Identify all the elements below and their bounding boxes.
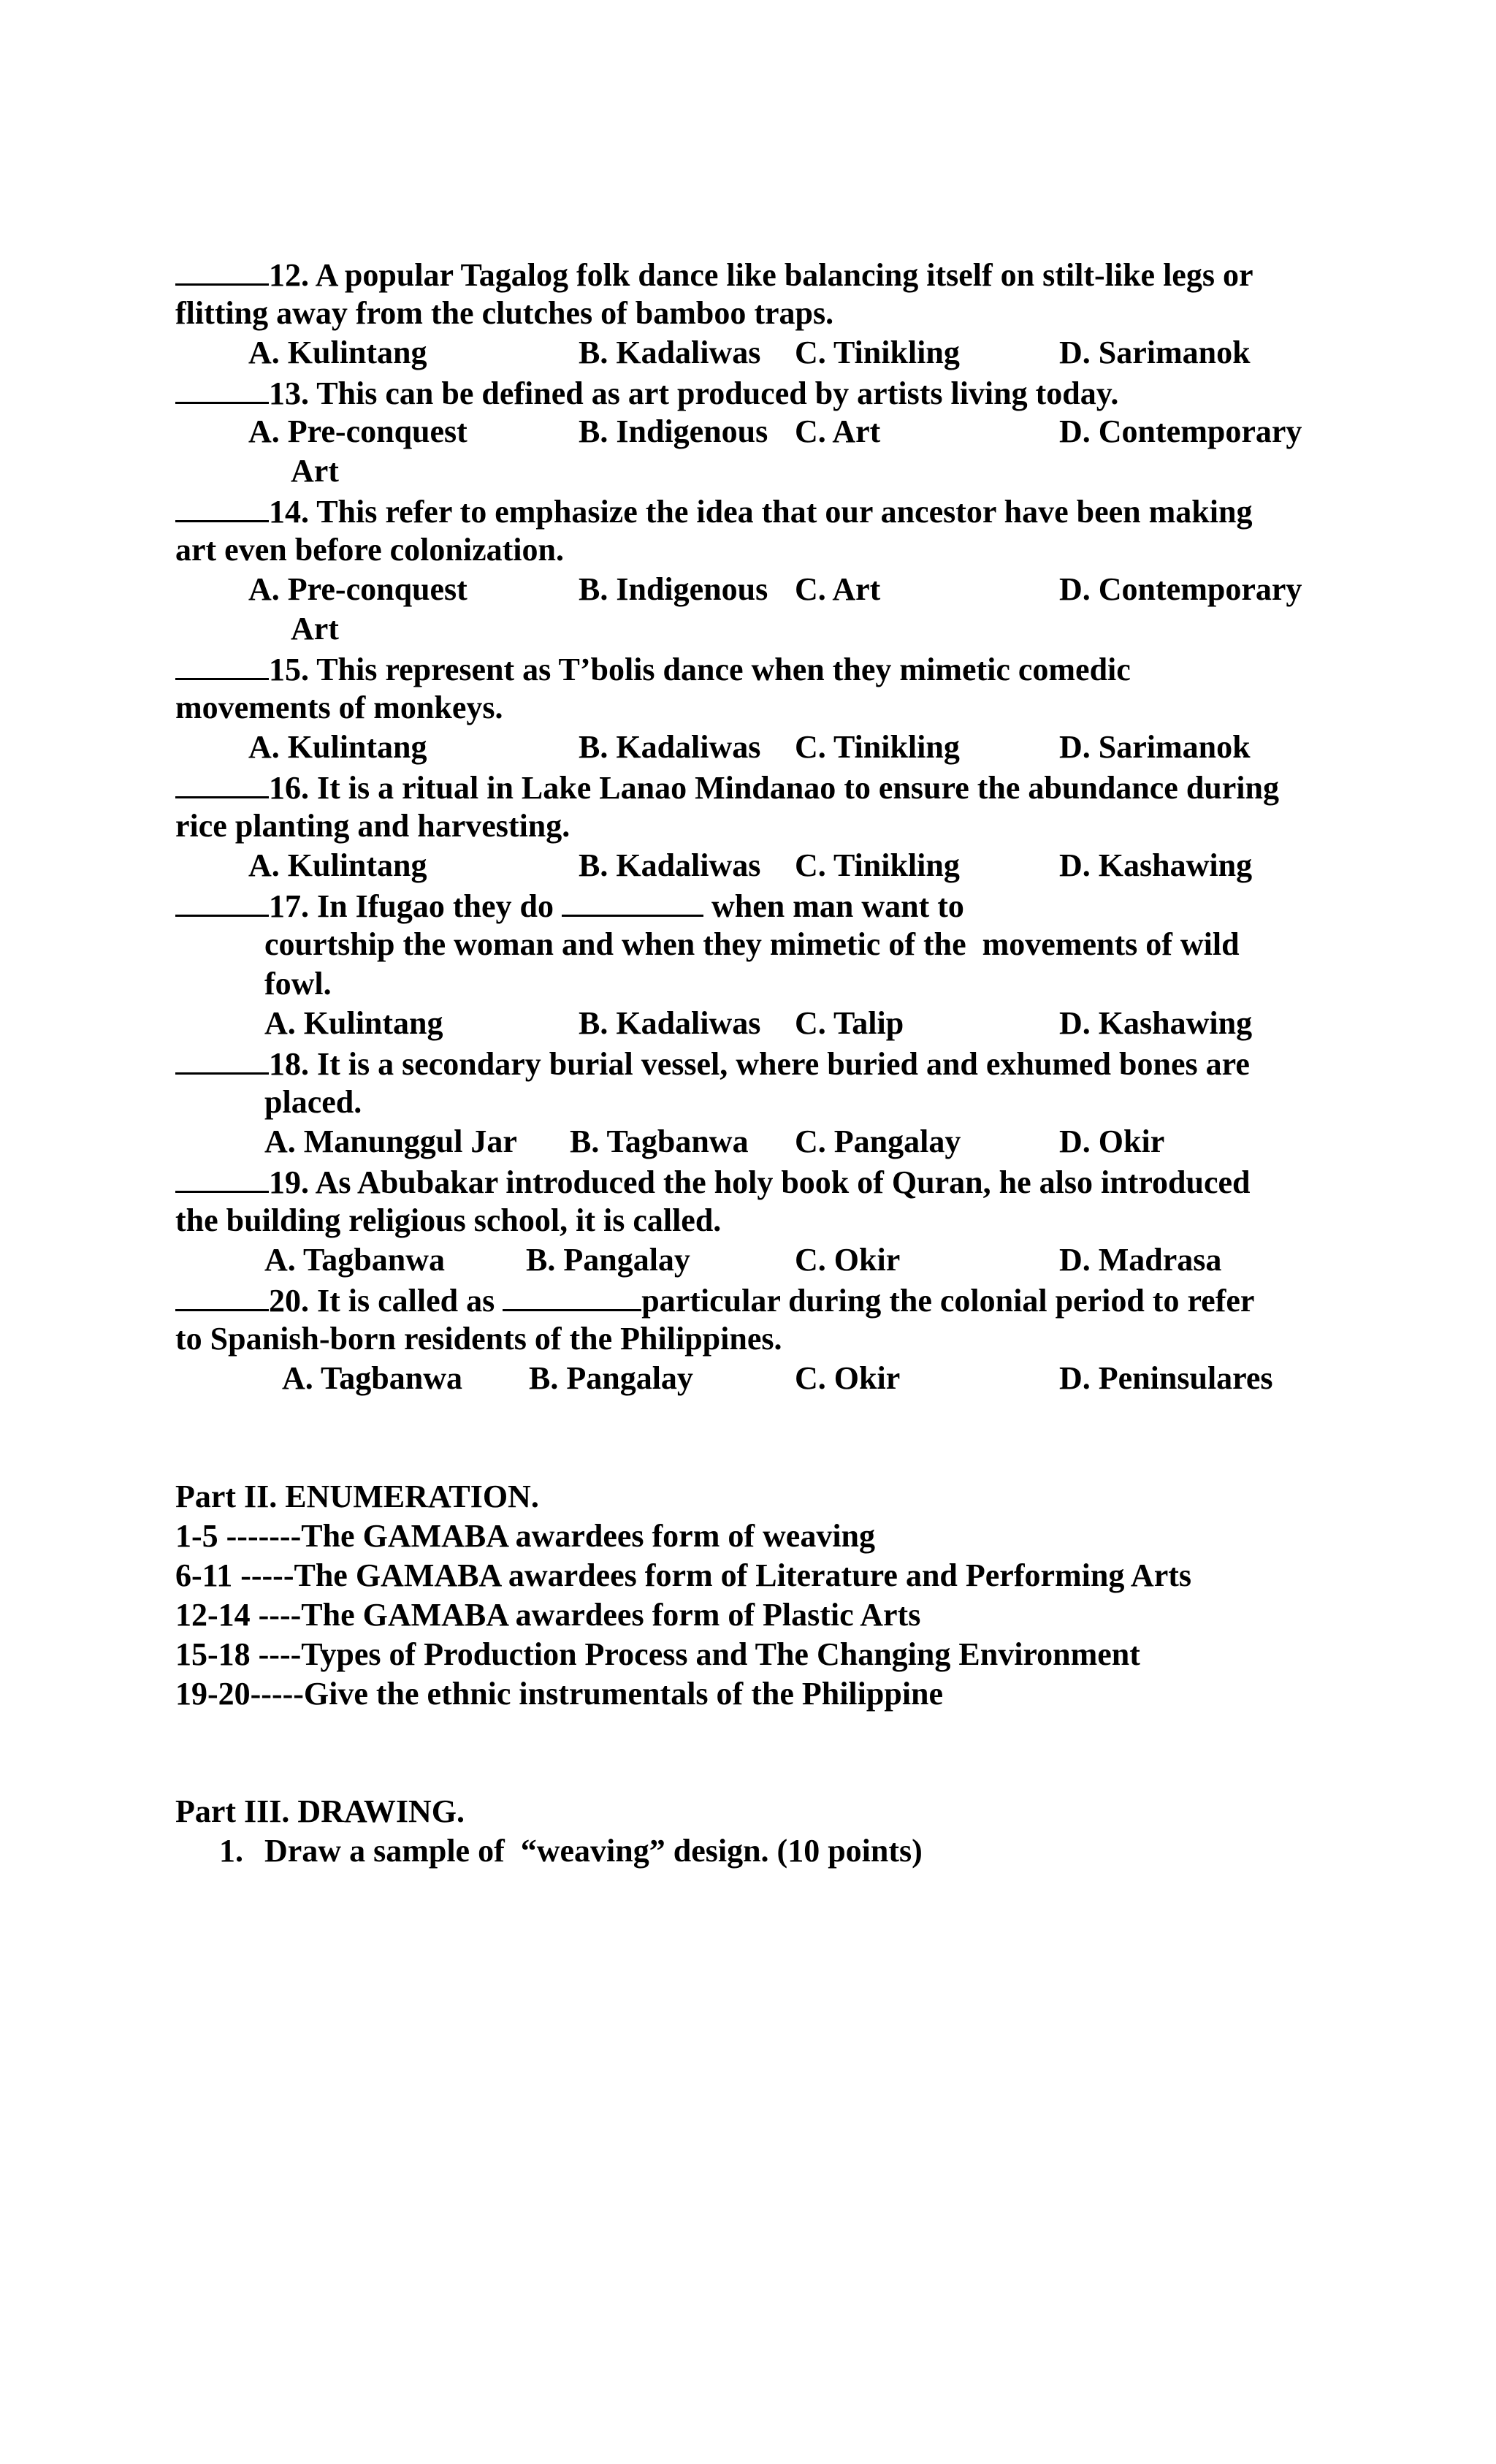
- answer-blank: [175, 1280, 269, 1311]
- choice-d: D. Sarimanok: [1059, 335, 1251, 370]
- enumeration-item: 12-14 ----The GAMABA awardees form of Plastic Arts: [175, 1597, 921, 1633]
- question-17-line-2: courtship the woman and when they mimetic of the movements of wild: [264, 926, 1240, 962]
- question-16-line-1: [175, 767, 1279, 806]
- enumeration-item: 15-18 ----Types of Production Process and The Changing Environment: [175, 1636, 1140, 1672]
- choice-d: D. Madrasa: [1059, 1242, 1222, 1278]
- question-text: As Abubakar introduced the holy book of Quran, he also introduced: [309, 1164, 1251, 1200]
- question-number: 17.: [269, 888, 309, 924]
- choice-c: C. Tinikling: [795, 847, 960, 883]
- choice-wrap: Art: [291, 453, 339, 489]
- choice-d: D. Contemporary: [1059, 571, 1302, 607]
- answer-blank: [175, 491, 269, 522]
- question-14-line-2: art even before colonization.: [175, 532, 564, 568]
- question-text: It is a ritual in Lake Lanao Mindanao to ensure the abundance during: [309, 770, 1279, 806]
- question-number: 15.: [269, 652, 309, 687]
- question-number: 20.: [269, 1283, 309, 1319]
- enumeration-item: 1-5 -------The GAMABA awardees form of weaving: [175, 1518, 876, 1554]
- choice-c: C. Tinikling: [795, 729, 960, 765]
- choice-b: B. Tagbanwa: [570, 1124, 749, 1159]
- choice-b: B. Kadaliwas: [579, 335, 761, 370]
- question-text: A popular Tagalog folk dance like balancing itself on stilt-like legs or: [309, 257, 1253, 293]
- answer-blank: [175, 767, 269, 798]
- choice-a: A. Kulintang: [248, 847, 427, 883]
- question-17-line-3: fowl.: [264, 966, 332, 1002]
- choice-c: C. Pangalay: [795, 1124, 961, 1159]
- question-text: particular during the colonial period to refer: [641, 1283, 1255, 1319]
- enumeration-item: 6-11 -----The GAMABA awardees form of Literature and Performing Arts: [175, 1557, 1192, 1593]
- choice-c: C. Okir: [795, 1360, 901, 1396]
- question-20-line-2: to Spanish-born residents of the Philippines.: [175, 1321, 782, 1357]
- choice-c: C. Tinikling: [795, 335, 960, 370]
- answer-blank: [175, 1162, 269, 1193]
- choice-d: D. Kashawing: [1059, 1005, 1253, 1041]
- question-text: This refer to emphasize the idea that our ancestor have been making: [309, 494, 1253, 530]
- drawing-item-number: 1.: [219, 1833, 243, 1869]
- question-12-line-1: [175, 254, 1253, 294]
- question-19-line-2: the building religious school, it is called.: [175, 1202, 722, 1238]
- answer-blank: [175, 254, 269, 286]
- question-number: 14.: [269, 494, 309, 530]
- question-15-line-2: movements of monkeys.: [175, 690, 503, 725]
- question-text: It is a secondary burial vessel, where buried and exhumed bones are: [309, 1046, 1250, 1082]
- question-text: when man want to: [703, 888, 964, 924]
- choice-b: B. Pangalay: [529, 1360, 693, 1396]
- choice-a: A. Tagbanwa: [264, 1242, 446, 1278]
- answer-blank: [175, 649, 269, 680]
- answer-blank: [175, 885, 269, 917]
- choice-d: D. Peninsulares: [1059, 1360, 1273, 1396]
- choice-c: C. Art: [795, 571, 881, 607]
- choice-b: B. Kadaliwas: [579, 847, 761, 883]
- choice-a: A. Pre-conquest: [248, 413, 468, 449]
- choice-c: C. Okir: [795, 1242, 901, 1278]
- question-14-line-1: [175, 491, 1252, 530]
- choice-a: A. Pre-conquest: [248, 571, 468, 607]
- answer-blank: [175, 1043, 269, 1075]
- question-20-line-1: [175, 1280, 1254, 1319]
- choice-a: A. Kulintang: [248, 729, 427, 765]
- choice-d: D. Sarimanok: [1059, 729, 1251, 765]
- choice-a: A. Kulintang: [264, 1005, 443, 1041]
- question-text: It is called as: [309, 1283, 503, 1319]
- choice-d: D. Kashawing: [1059, 847, 1253, 883]
- part-3-title: Part III. DRAWING.: [175, 1793, 465, 1829]
- question-number: 13.: [269, 375, 309, 411]
- choice-b: B. Kadaliwas: [579, 729, 761, 765]
- question-15-line-1: [175, 649, 1131, 688]
- question-18-line-2: placed.: [264, 1084, 362, 1120]
- question-number: 16.: [269, 770, 309, 806]
- choice-a: A. Kulintang: [248, 335, 427, 370]
- question-number: 12.: [269, 257, 309, 293]
- choice-a: A. Manunggul Jar: [264, 1124, 517, 1159]
- question-16-line-2: rice planting and harvesting.: [175, 808, 570, 844]
- answer-blank: [175, 373, 269, 404]
- enumeration-item: 19-20-----Give the ethnic instrumentals of the Philippine: [175, 1676, 944, 1712]
- part-2-title: Part II. ENUMERATION.: [175, 1479, 539, 1514]
- question-19-line-1: [175, 1162, 1251, 1201]
- question-text: In Ifugao they do: [309, 888, 562, 924]
- choice-b: B. Indigenous: [579, 571, 768, 607]
- question-13-line-1: [175, 373, 1118, 412]
- question-12-line-2: flitting away from the clutches of bamboo traps.: [175, 295, 834, 331]
- choice-b: B. Pangalay: [526, 1242, 690, 1278]
- question-text: This can be defined as art produced by artists living today.: [309, 375, 1119, 411]
- choice-c: C. Talip: [795, 1005, 904, 1041]
- choice-a: A. Tagbanwa: [282, 1360, 463, 1396]
- fill-in-blank: [562, 885, 703, 917]
- question-17-line-1: [175, 885, 964, 925]
- question-number: 19.: [269, 1164, 309, 1200]
- choice-c: C. Art: [795, 413, 881, 449]
- choice-b: B. Kadaliwas: [579, 1005, 761, 1041]
- question-number: 18.: [269, 1046, 309, 1082]
- question-text: This represent as T’bolis dance when they mimetic comedic: [309, 652, 1131, 687]
- choice-d: D. Okir: [1059, 1124, 1165, 1159]
- question-18-line-1: [175, 1043, 1250, 1083]
- choice-d: D. Contemporary: [1059, 413, 1302, 449]
- drawing-item-text: Draw a sample of “weaving” design. (10 points): [264, 1833, 923, 1869]
- fill-in-blank: [503, 1280, 641, 1311]
- choice-b: B. Indigenous: [579, 413, 768, 449]
- choice-wrap: Art: [291, 611, 339, 646]
